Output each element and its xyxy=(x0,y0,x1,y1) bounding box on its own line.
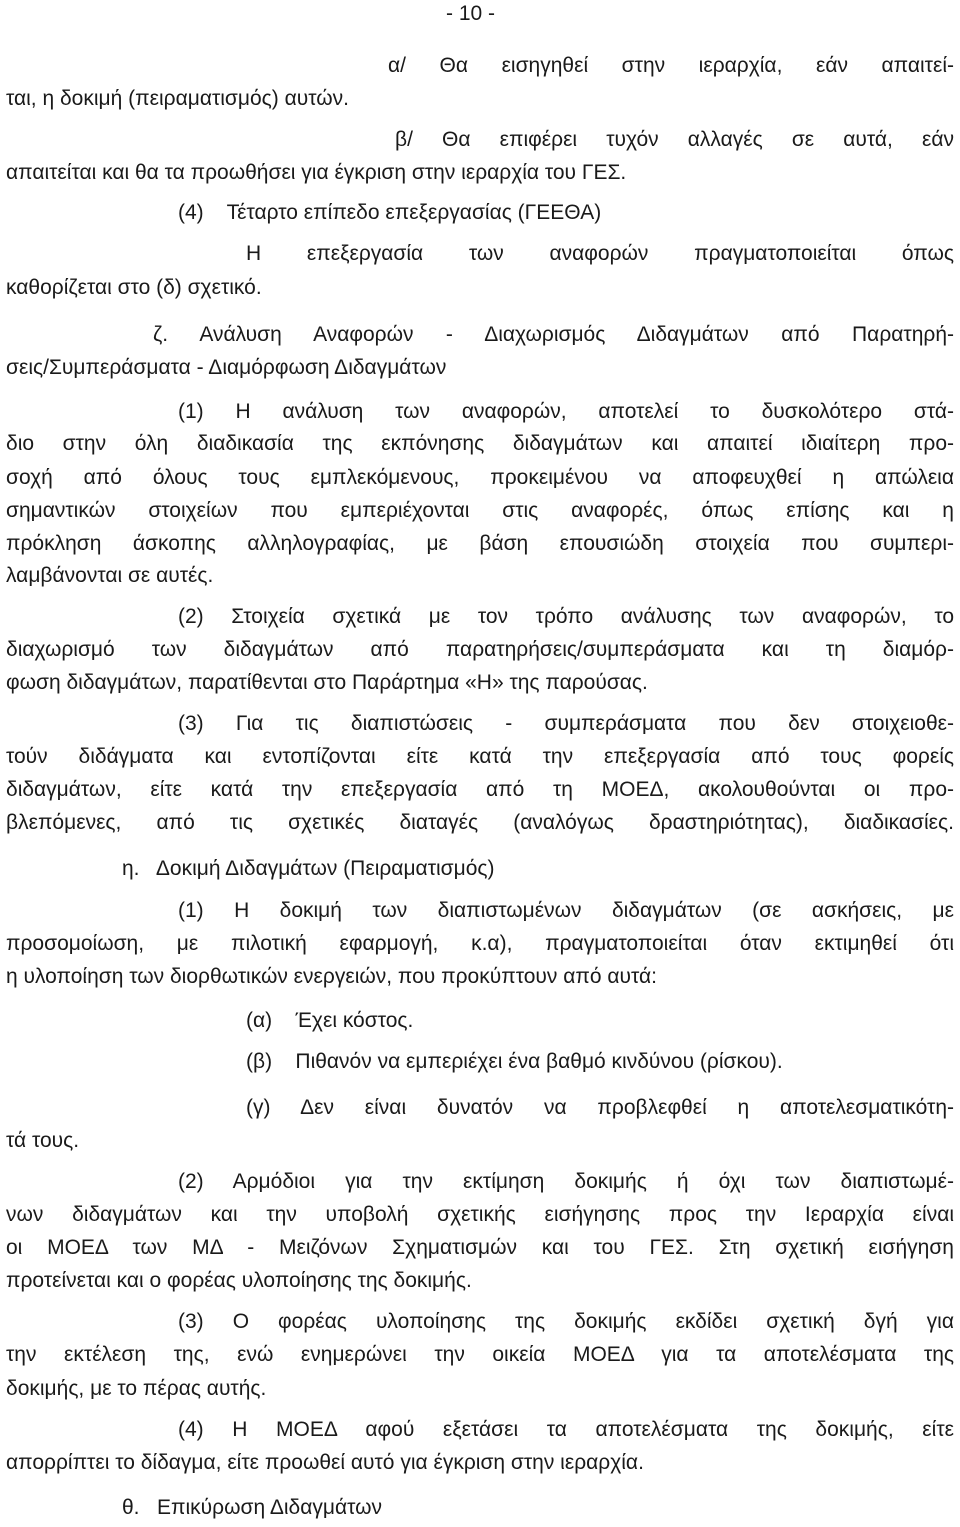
text-line: ται, η δοκιμή (πειραματισμός) αυτών. xyxy=(6,87,349,110)
text-line: (1) Η δοκιμή των διαπιστωμένων διδαγμάτων (σε ασκήσεις, με xyxy=(178,899,954,922)
text-line: νων διδαγμάτων και την υποβολή σχετικής εισήγησης προς την Ιεραρχία είναι xyxy=(6,1203,954,1226)
text-line: απαιτείται και θα τα προωθήσει για έγκριση στην ιεραρχία του ΓΕΣ. xyxy=(6,161,627,184)
text-line: διδαγμάτων, είτε κατά την επεξεργασία από τη ΜΟΕΔ, ακολουθούνται οι προ- xyxy=(6,778,954,801)
text-line: η. Δοκιμή Διδαγμάτων (Πειραματισμός) xyxy=(122,857,495,880)
text-line: βλεπόμενες, από τις σχετικές διαταγές (αναλόγως δραστηριότητας), διαδικασίες. xyxy=(6,811,954,834)
text-line: (4) Η ΜΟΕΔ αφού εξετάσει τα αποτελέσματα της δοκιμής, είτε xyxy=(178,1418,954,1441)
text-line: δοκιμής, με το πέρας αυτής. xyxy=(6,1377,267,1400)
text-line: (β) Πιθανόν να εμπεριέχει ένα βαθμό κινδύνου (ρίσκου). xyxy=(246,1050,783,1073)
text-line: σεις/Συμπεράσματα - Διαμόρφωση Διδαγμάτων xyxy=(6,356,447,379)
text-line: σημαντικών στοιχείων που εμπεριέχονται στις αναφορές, όπως επίσης και η xyxy=(6,499,954,522)
text-line: (3) Για τις διαπιστώσεις - συμπεράσματα που δεν στοιχειοθε- xyxy=(178,712,954,735)
text-line: (4) Τέταρτο επίπεδο επεξεργασίας (ΓΕΕΘΑ) xyxy=(178,201,602,224)
text-line: προτείνεται και ο φορέας υλοποίησης της δοκιμής. xyxy=(6,1269,472,1292)
text-line: ζ. Ανάλυση Αναφορών - Διαχωρισμός Διδαγμάτων από Παρατηρή- xyxy=(153,323,954,346)
text-line: Η επεξεργασία των αναφορών πραγματοποιείται όπως xyxy=(246,242,954,265)
text-line: (3) Ο φορέας υλοποίησης της δοκιμής εκδίδει σχετική δγή για xyxy=(178,1310,954,1333)
text-line: (2) Στοιχεία σχετικά με τον τρόπο ανάλυσης των αναφορών, το xyxy=(178,605,954,628)
text-line: α/ Θα εισηγηθεί στην ιεραρχία, εάν απαιτεί- xyxy=(388,54,954,77)
text-line: (γ) Δεν είναι δυνατόν να προβλεφθεί η αποτελεσματικότη- xyxy=(246,1096,954,1119)
text-line: διαχωρισμό των διδαγμάτων από παρατηρήσεις/συμπεράσματα και τη διαμόρ- xyxy=(6,638,954,661)
text-line: διο στην όλη διαδικασία της εκπόνησης διδαγμάτων και απαιτεί ιδιαίτερη προ- xyxy=(6,432,954,455)
text-line: θ. Επικύρωση Διδαγμάτων xyxy=(122,1496,382,1519)
text-line: η υλοποίηση των διορθωτικών ενεργειών, που προκύπτουν από αυτά: xyxy=(6,965,657,988)
text-line: λαμβάνονται σε αυτές. xyxy=(6,564,214,587)
page-number: - 10 - xyxy=(446,2,496,25)
text-line: φωση διδαγμάτων, παρατίθενται στο Παράρτημα «Η» της παρούσας. xyxy=(6,671,648,694)
text-line: απορρίπτει το δίδαγμα, είτε προωθεί αυτό για έγκριση στην ιεραρχία. xyxy=(6,1451,644,1474)
text-line: οι ΜΟΕΔ των ΜΔ - Μειζόνων Σχηματισμών και του ΓΕΣ. Στη σχετική εισήγηση xyxy=(6,1236,954,1259)
text-line: την εκτέλεση της, ενώ ενημερώνει την οικεία ΜΟΕΔ για τα αποτελέσματα της xyxy=(6,1343,954,1366)
text-line: προσομοίωση, με πιλοτική εφαρμογή, κ.α), πραγματοποιείται όταν εκτιμηθεί ότι xyxy=(6,932,954,955)
text-line: πρόκληση άσκοπης αλληλογραφίας, με βάση επουσιώδη στοιχεία που συμπερι- xyxy=(6,532,954,555)
text-line: (α) Έχει κόστος. xyxy=(246,1009,414,1032)
text-line: καθορίζεται στο (δ) σχετικό. xyxy=(6,276,262,299)
text-line: (1) Η ανάλυση των αναφορών, αποτελεί το δυσκολότερο στά- xyxy=(178,400,954,423)
text-line: (2) Αρμόδιοι για την εκτίμηση δοκιμής ή όχι των διαπιστωμέ- xyxy=(178,1170,954,1193)
text-line: τά τους. xyxy=(6,1129,80,1152)
text-line: σοχή από όλους τους εμπλεκόμενους, προκειμένου να αποφευχθεί η απώλεια xyxy=(6,466,954,489)
text-line: τούν διδάγματα και εντοπίζονται είτε κατά την επεξεργασία από τους φορείς xyxy=(6,745,954,768)
text-line: β/ Θα επιφέρει τυχόν αλλαγές σε αυτά, εάν xyxy=(395,128,954,151)
